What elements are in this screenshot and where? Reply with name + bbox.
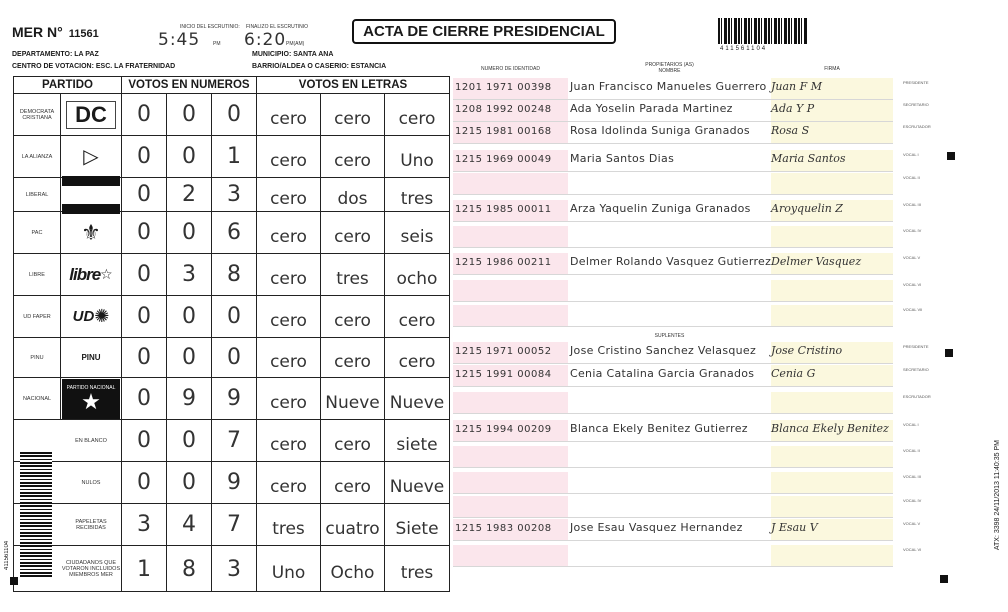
vote-digit: 0 [122, 462, 167, 503]
signature-cell [771, 280, 893, 301]
identity-cell [453, 545, 568, 566]
signature-row [453, 392, 931, 414]
party-logo [61, 136, 122, 177]
totals-label: CIUDADANOS QUE VOTARON INCLUIDOS MIEMBROS MER [61, 546, 122, 592]
identity-cell [453, 280, 568, 301]
vote-word: cero [398, 310, 436, 331]
party-logo [61, 254, 122, 295]
role-label: VOCAL VI [903, 547, 922, 552]
member-name: Maria Santos Dias [570, 152, 675, 165]
vote-word: ocho [396, 268, 438, 289]
vote-digit: 0 [122, 420, 167, 461]
member-name: Cenia Catalina Garcia Granados [570, 367, 755, 380]
vote-word: cero [321, 462, 385, 503]
vote-digit: 8 [212, 254, 257, 295]
vote-word: cuatro [321, 504, 385, 545]
member-signature: Juan F M [771, 80, 823, 93]
signature-row [453, 545, 922, 567]
vote-digit: 3 [212, 546, 257, 592]
party-name: LIBRE [14, 254, 61, 295]
totals-row [14, 504, 449, 546]
party-row [14, 178, 449, 212]
signature-cell [771, 446, 893, 467]
identity-cell [453, 305, 568, 326]
left-barcode-number: 411561104 [4, 540, 10, 570]
inicio-label: INICIO DEL ESCRUTINIO: [180, 24, 240, 30]
signature-row [453, 280, 922, 302]
party-row [14, 254, 449, 296]
nacional-logo [62, 379, 120, 419]
col-nombre: NOMBRE [658, 68, 681, 74]
mer-number: 11561 [68, 28, 99, 40]
signature-row [453, 472, 921, 494]
vote-digit: 0 [167, 296, 212, 337]
left-barcode [20, 452, 52, 577]
pac-emblem-icon: ⚜ [81, 219, 101, 245]
nacional-logo-text: PARTIDO NACIONAL [66, 384, 116, 391]
vote-digit: 7 [212, 504, 257, 545]
vote-word: cero [398, 351, 436, 372]
totals-row [14, 546, 449, 592]
star-icon: ☆ [100, 266, 113, 282]
vote-digit: 0 [122, 254, 167, 295]
signature-row [453, 226, 922, 248]
vote-digit: 0 [167, 462, 212, 503]
identity-number: 1201 1971 00398 [455, 82, 552, 93]
vote-digit: 0 [122, 378, 167, 419]
vote-word: seis [400, 226, 434, 247]
vote-word: tres [257, 504, 321, 545]
municipio-field: MUNICIPIO: SANTA ANA [252, 51, 334, 58]
final-label: FINALIZO EL ESCRUTINIO [246, 24, 309, 30]
vote-word: cero [321, 420, 385, 461]
vote-digit: 8 [167, 546, 212, 592]
vote-word: siete [396, 434, 438, 455]
role-label: VOCAL I [903, 152, 919, 157]
vote-digit: 4 [167, 504, 212, 545]
vote-digit: 0 [167, 94, 212, 135]
party-row [14, 378, 449, 420]
member-signature: Ada Y P [771, 102, 815, 115]
party-name: PAC [14, 212, 61, 253]
name-cell [568, 305, 771, 326]
vote-digit: 0 [212, 94, 257, 135]
registration-marker [945, 349, 953, 357]
vote-word: cero [257, 254, 321, 295]
party-row [14, 94, 449, 136]
totals-label: EN BLANCO [61, 420, 122, 461]
member-signature: Blanca Ekely Benitez [771, 422, 889, 435]
signature-cell [771, 305, 893, 326]
identity-number: 1215 1971 00052 [455, 346, 552, 357]
party-row [14, 296, 449, 338]
member-name: Jose Esau Vasquez Hernandez [570, 521, 743, 534]
top-barcode [718, 18, 808, 44]
vote-word: Uno [257, 546, 321, 592]
vote-word: cero [257, 378, 321, 419]
role-label: VOCAL I [903, 422, 919, 427]
identity-number: 1215 1985 00011 [455, 204, 552, 215]
centro-field: CENTRO DE VOTACION: ESC. LA FRATERNIDAD [12, 63, 176, 70]
name-cell [568, 392, 771, 413]
col-numeros: VOTOS EN NUMEROS [122, 77, 257, 94]
col-identidad: NUMERO DE IDENTIDAD [481, 66, 540, 72]
barrio-field: BARRIO/ALDEA O CASERIO: ESTANCIA [252, 63, 387, 70]
totals-label: PAPELETAS RECIBIDAS [61, 504, 122, 545]
role-label: ESCRUTADOR [903, 124, 931, 129]
role-label: VOCAL II [903, 448, 920, 453]
party-name: LA ALIANZA [14, 136, 61, 177]
document-title: ACTA DE CIERRE PRESIDENCIAL [352, 19, 616, 44]
name-cell [568, 446, 771, 467]
vote-word: cero [321, 94, 385, 135]
vote-word: cero [321, 212, 385, 253]
identity-cell [453, 446, 568, 467]
signature-cell [771, 392, 893, 413]
vote-digit: 0 [122, 136, 167, 177]
vote-digit: 3 [122, 504, 167, 545]
final-suffix: PM(AM) [286, 41, 305, 47]
member-signature: J Esau V [771, 521, 818, 534]
identity-cell [453, 226, 568, 247]
name-cell [568, 226, 771, 247]
role-label: VOCAL V [903, 521, 921, 526]
party-name: NACIONAL [14, 378, 61, 419]
role-label: VOCAL II [903, 175, 920, 180]
signature-row [453, 305, 923, 327]
registration-marker [940, 575, 948, 583]
vote-digit: 0 [167, 212, 212, 253]
pinu-logo: PINU [81, 353, 101, 362]
vote-word: cero [257, 136, 321, 177]
role-label: PRESIDENTE [903, 80, 929, 85]
identity-cell [453, 472, 568, 493]
vote-digit: 0 [167, 338, 212, 377]
suplentes-label: SUPLENTES [654, 333, 685, 339]
party-logo [61, 178, 122, 211]
party-logo [61, 338, 122, 377]
role-label: VOCAL VII [903, 307, 923, 312]
signature-row [453, 446, 920, 468]
vote-digit: 0 [212, 296, 257, 337]
vote-word: Nueve [321, 378, 385, 419]
signature-row [453, 342, 929, 364]
member-name: Rosa Idolinda Suniga Granados [570, 124, 750, 137]
vote-word: cero [321, 338, 385, 377]
vote-digit: 3 [167, 254, 212, 295]
member-signature: Maria Santos [771, 152, 846, 165]
transmission-stamp: ATX: 3398 24/11/2013 11:40:35 PM [994, 440, 1001, 551]
vote-word: tres [400, 563, 434, 583]
alianza-flag-icon: ▷ [83, 146, 99, 168]
member-signature: Jose Cristino [771, 344, 843, 357]
identity-number: 1215 1994 00209 [455, 424, 552, 435]
vote-digit: 0 [212, 338, 257, 377]
party-name: PINU [14, 338, 61, 377]
identity-number: 1215 1991 00084 [455, 369, 552, 380]
party-row [14, 338, 449, 378]
top-barcode-number: 411561104 [720, 46, 768, 52]
identity-number: 1215 1981 00168 [455, 126, 552, 137]
vote-digit: 0 [167, 420, 212, 461]
signature-row [453, 496, 922, 518]
col-firma: FIRMA [824, 66, 840, 72]
role-label: VOCAL V [903, 255, 921, 260]
vote-word: Ocho [321, 546, 385, 592]
ud-logo: UD [72, 308, 95, 325]
libre-logo: libre [69, 264, 101, 284]
signature-row [453, 200, 921, 222]
tally-table [13, 76, 450, 592]
sun-icon: ✺ [94, 306, 110, 326]
name-cell [568, 545, 771, 566]
signature-cell [771, 226, 893, 247]
signature-cell [771, 173, 893, 194]
member-name: Blanca Ekely Benitez Gutierrez [570, 422, 748, 435]
identity-cell [453, 496, 568, 517]
vote-digit: 7 [212, 420, 257, 461]
member-name: Ada Yoselin Parada Martinez [570, 102, 733, 115]
signature-row [453, 78, 929, 100]
flag-bar [62, 176, 120, 186]
vote-word: cero [257, 212, 321, 253]
identity-number: 1208 1992 00248 [455, 104, 552, 115]
signature-row [453, 365, 929, 387]
vote-digit: 6 [212, 212, 257, 253]
vote-digit: 2 [167, 178, 212, 211]
dc-logo: DC [66, 101, 116, 129]
col-letras: VOTOS EN LETRAS [257, 77, 449, 94]
vote-word: cero [257, 296, 321, 337]
role-label: VOCAL III [903, 202, 921, 207]
vote-word: tres [400, 188, 434, 209]
role-label: VOCAL IV [903, 498, 922, 503]
totals-label: NULOS [61, 462, 122, 503]
identity-cell [453, 392, 568, 413]
star-icon: ★ [81, 388, 101, 414]
vote-word: dos [321, 178, 385, 211]
signature-row [453, 100, 929, 122]
vote-digit: 9 [212, 462, 257, 503]
totals-row [14, 462, 449, 504]
inicio-time: 5:45 [158, 30, 201, 50]
vote-word: cero [257, 462, 321, 503]
name-cell [568, 173, 771, 194]
party-name: DEMOCRATA CRISTIANA [14, 94, 61, 135]
party-row [14, 136, 449, 178]
vote-word: cero [257, 178, 321, 211]
vote-digit: 0 [167, 136, 212, 177]
vote-digit: 0 [122, 296, 167, 337]
member-signature: Rosa S [771, 124, 810, 137]
signature-row [453, 173, 920, 195]
role-label: SECRETARIO [903, 367, 929, 372]
party-name: LIBERAL [14, 178, 61, 211]
vote-digit: 9 [167, 378, 212, 419]
vote-digit: 1 [122, 546, 167, 592]
member-signature: Aroyquelin Z [771, 202, 843, 215]
vote-word: Nueve [389, 476, 445, 497]
member-signature: Delmer Vasquez [771, 255, 862, 268]
vote-digit: 1 [212, 136, 257, 177]
member-name: Juan Francisco Manueles Guerrero [570, 80, 767, 93]
signature-row [453, 519, 921, 541]
vote-word: cero [257, 94, 321, 135]
signature-cell [771, 496, 893, 517]
vote-digit: 9 [212, 378, 257, 419]
name-cell [568, 472, 771, 493]
member-name: Jose Cristino Sanchez Velasquez [570, 344, 757, 357]
role-label: PRESIDENTE [903, 344, 929, 349]
vote-word: Siete [395, 518, 439, 539]
vote-word: cero [257, 420, 321, 461]
vote-digit: 0 [122, 94, 167, 135]
signature-cell [771, 472, 893, 493]
vote-digit: 3 [212, 178, 257, 211]
name-cell [568, 280, 771, 301]
signature-cell [771, 545, 893, 566]
member-signature: Cenia G [771, 367, 816, 380]
party-name: UD FAPER [14, 296, 61, 337]
registration-marker [10, 577, 18, 585]
inicio-suffix: PM [213, 41, 221, 47]
vote-word: cero [257, 338, 321, 377]
identity-number: 1215 1983 00208 [455, 523, 552, 534]
propietarios-label: PROPIETARIOS (AS) [645, 62, 694, 68]
totals-row [14, 420, 449, 462]
party-logo [61, 94, 122, 135]
vote-word: tres [321, 254, 385, 295]
vote-word: cero [398, 108, 436, 129]
vote-digit: 0 [122, 212, 167, 253]
registration-marker [947, 152, 955, 160]
signature-row [453, 150, 919, 172]
name-cell [568, 496, 771, 517]
role-label: VOCAL IV [903, 228, 922, 233]
departamento-field: DEPARTAMENTO: LA PAZ [12, 51, 99, 58]
party-logo [61, 378, 122, 419]
mer-label: MER N° 11561 [12, 24, 99, 40]
party-row [14, 212, 449, 254]
liberal-flag-icon [62, 176, 120, 214]
role-label: VOCAL III [903, 474, 921, 479]
party-logo [61, 212, 122, 253]
member-name: Delmer Rolando Vasquez Gutierrez [570, 255, 772, 268]
role-label: VOCAL VI [903, 282, 922, 287]
vote-word: Uno [400, 150, 434, 171]
final-time: 6:20 [244, 30, 287, 50]
member-name: Arza Yaquelin Zuniga Granados [570, 202, 751, 215]
identity-number: 1215 1986 00211 [455, 257, 552, 268]
signature-row [453, 122, 931, 144]
col-partido: PARTIDO [14, 77, 122, 94]
role-label: ESCRUTADOR [903, 394, 931, 399]
party-logo [61, 296, 122, 337]
vote-digit: 0 [122, 178, 167, 211]
vote-word: cero [321, 296, 385, 337]
vote-word: cero [321, 136, 385, 177]
vote-word: Nueve [389, 392, 445, 413]
vote-digit: 0 [122, 338, 167, 377]
signature-row [453, 420, 919, 442]
identity-cell [453, 173, 568, 194]
identity-number: 1215 1969 00049 [455, 154, 552, 165]
role-label: SECRETARIO [903, 102, 929, 107]
signature-row [453, 253, 921, 275]
